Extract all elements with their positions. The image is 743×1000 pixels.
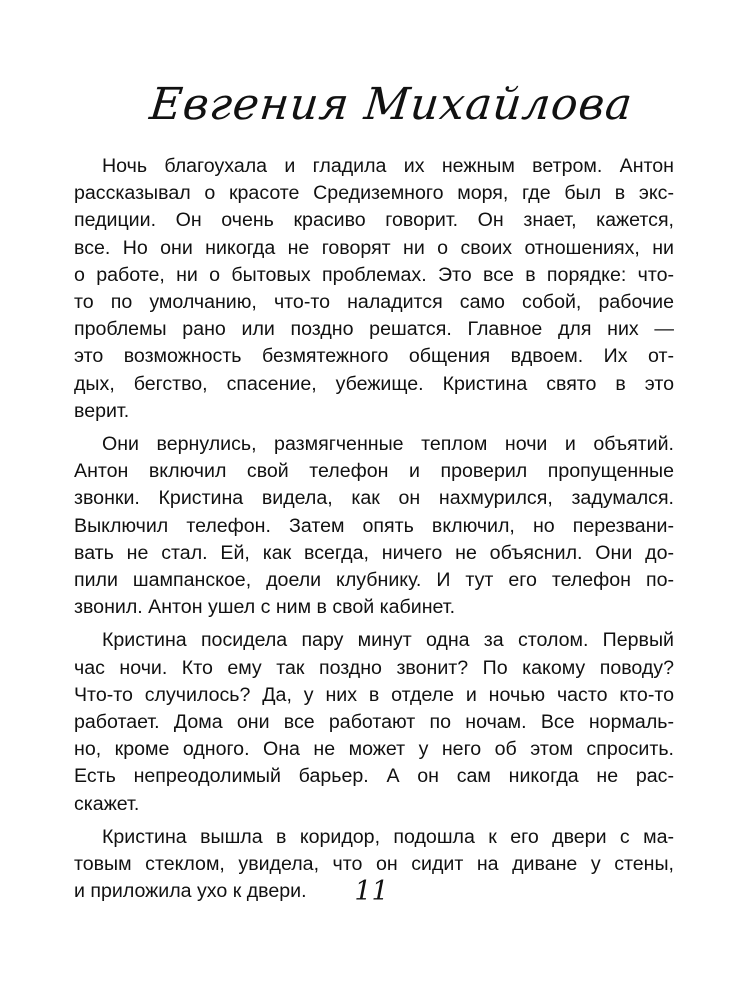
paragraph-1: [74, 153, 674, 425]
text-line: проблемы рано или поздно решатся. Главное для них —: [74, 318, 674, 341]
text-line: Кристина вышла в коридор, подошла к его двери с ма-: [102, 825, 674, 848]
text-line: скажет.: [74, 792, 140, 815]
paragraph-3: [74, 627, 674, 817]
body-text: [74, 153, 674, 911]
page-number: 11: [354, 876, 389, 907]
paragraph-2: [74, 431, 674, 621]
running-head-author: Евгения Михайлова: [147, 79, 636, 130]
text-line: верит.: [74, 399, 130, 422]
text-line: работает. Дома они все работают по ночам. Все нормаль-: [74, 711, 674, 734]
text-line: Есть непреодолимый барьер. А он сам никогда не рас-: [74, 765, 674, 788]
text-line: пили шампанское, доели клубнику. И тут его телефон по-: [74, 569, 674, 592]
text-line: педиции. Он очень красиво говорит. Он знает, кажется,: [74, 209, 674, 232]
text-line: но, кроме одного. Она не может у него об этом спросить.: [74, 738, 674, 761]
text-line: рассказывал о красоте Средиземного моря, где был в экс-: [74, 182, 674, 205]
text-line: дых, бегство, спасение, убежище. Кристина свято в это: [74, 372, 674, 395]
text-line: вать не стал. Ей, как всегда, ничего не объяснил. Они до-: [74, 541, 674, 564]
text-line: Кристина посидела пару минут одна за столом. Первый: [102, 629, 674, 652]
text-line: Ночь благоухала и гладила их нежным ветром. Антон: [102, 155, 674, 177]
text-line: товым стеклом, увидела, что он сидит на диване у стены,: [74, 853, 674, 876]
text-line: это возможность безмятежного общения вдвоем. Их от-: [74, 345, 674, 368]
text-line: все. Но они никогда не говорят ни о своих отношениях, ни: [74, 236, 674, 259]
text-line: о работе, ни о бытовых проблемах. Это все в порядке: что-: [74, 263, 674, 286]
text-line: Что-то случилось? Да, у них в отделе и ночью часто кто-то: [74, 683, 674, 706]
text-line: Выключил телефон. Затем опять включил, но перезвани-: [74, 514, 674, 537]
text-line: то по умолчанию, что-то наладится само собой, рабочие: [74, 291, 674, 314]
text-line: и приложила ухо к двери.: [74, 880, 307, 903]
text-line: час ночи. Кто ему так поздно звонит? По какому поводу?: [74, 656, 674, 679]
text-line: звонки. Кристина видела, как он нахмурился, задумался.: [74, 487, 674, 510]
text-line: Они вернулись, размягченные теплом ночи и объятий.: [102, 433, 674, 456]
text-line: звонил. Антон ушел с ним в свой кабинет.: [74, 596, 456, 619]
text-line: Антон включил свой телефон и проверил пропущенные: [74, 460, 674, 483]
